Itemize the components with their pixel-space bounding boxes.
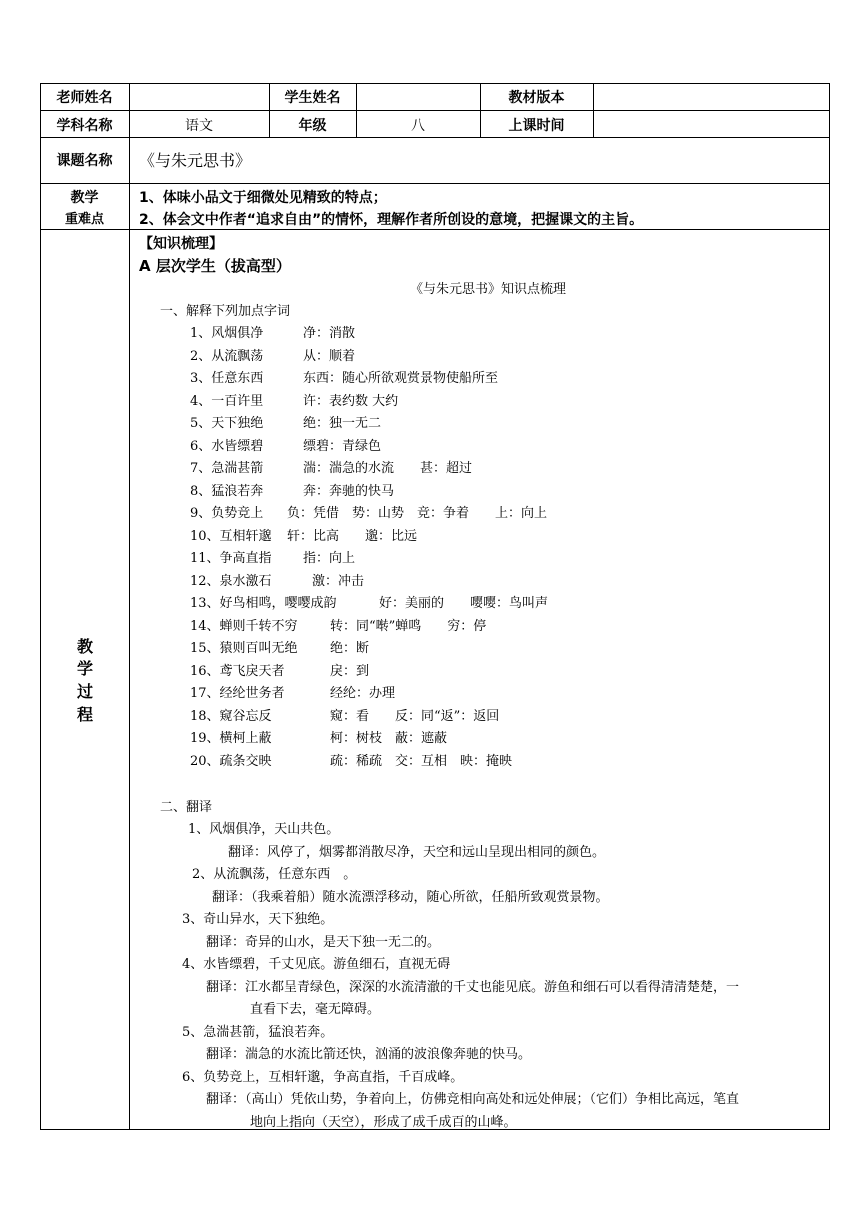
vocab-term: 10、互相轩邈 <box>190 529 272 544</box>
vocab-term: 15、猿则百叫无绝 <box>190 641 298 656</box>
vocab-gloss: 经纶：办理 <box>330 686 396 701</box>
translation-source: 2、从流飘荡，任意东西 。 <box>192 867 357 882</box>
vocab-gloss: 从：顺着 <box>303 349 356 364</box>
translation-text: 翻译：（高山）凭依山势，争着向上，仿佛竞相向高处和远处伸展；（它们）争相比高远，笔直 <box>206 1092 740 1107</box>
subject-label: 学科名称 <box>56 118 113 134</box>
translation-source: 1、风烟俱净，天山共色。 <box>188 822 340 837</box>
vocab-gloss: 绝：独一无二 <box>303 416 382 431</box>
vocab-term: 13、好鸟相鸣，嘤嘤成韵 <box>190 596 337 611</box>
vocab-gloss: 绝：断 <box>330 641 370 656</box>
vocab-gloss: 窥：看 反：同“返”：返回 <box>330 709 500 724</box>
vocab-gloss: 激：冲击 <box>312 574 365 589</box>
vocab-term: 18、窥谷忘反 <box>190 709 272 724</box>
vocab-gloss: 好：美丽的 嘤嘤：鸟叫声 <box>379 596 549 611</box>
row-divider <box>40 183 830 184</box>
vocab-term: 3、任意东西 <box>190 371 264 386</box>
vocab-term: 5、天下独绝 <box>190 416 264 431</box>
column-divider <box>593 83 594 137</box>
vocab-term: 11、争高直指 <box>190 551 272 566</box>
vocab-term: 2、从流飘荡 <box>190 349 264 364</box>
vocab-term: 14、蝉则千转不穷 <box>190 619 298 634</box>
vocab-gloss: 湍：湍急的水流 甚：超过 <box>303 461 473 476</box>
vocab-gloss: 净：消散 <box>303 326 356 341</box>
column-divider <box>129 83 130 1130</box>
class-time-label: 上课时间 <box>508 118 565 134</box>
row-divider <box>40 110 830 111</box>
topic-label: 课题名称 <box>56 153 113 169</box>
vocab-term: 12、泉水激石 <box>190 574 272 589</box>
vocab-term: 9、负势竞上 <box>190 506 264 521</box>
key-points-label-line2: 重难点 <box>64 212 104 227</box>
process-side-label-4: 程 <box>76 705 93 724</box>
teacher-name-label: 老师姓名 <box>56 90 113 106</box>
topic-value[interactable]: 《与朱元思书》 <box>139 151 252 170</box>
vocab-gloss: 戾：到 <box>330 664 370 679</box>
translation-text: 地向上指向（天空），形成了成千成百的山峰。 <box>250 1115 517 1130</box>
student-name-label: 学生姓名 <box>284 90 341 106</box>
vocab-gloss: 东西：随心所欲观赏景物使船所至 <box>303 371 499 386</box>
vocab-term: 20、疏条交映 <box>190 754 272 769</box>
vocab-term: 1、风烟俱净 <box>190 326 264 341</box>
part2-title: 二、翻译 <box>160 800 213 815</box>
level-heading: A 层次学生（拔高型） <box>139 257 291 275</box>
process-side-label-1: 教 <box>76 637 93 656</box>
translation-source: 3、奇山异水，天下独绝。 <box>182 912 334 927</box>
grade-label: 年级 <box>298 118 327 134</box>
vocab-gloss: 柯：树枝 蔽：遮蔽 <box>330 731 448 746</box>
vocab-gloss: 许：表约数 大约 <box>303 394 399 409</box>
translation-source: 5、急湍甚箭，猛浪若奔。 <box>182 1025 334 1040</box>
grade-value[interactable]: 八 <box>411 118 425 134</box>
vocab-term: 4、一百许里 <box>190 394 264 409</box>
vocab-term: 6、水皆缥碧 <box>190 439 264 454</box>
vocab-gloss: 负：凭借 势：山势 竞：争着 上：向上 <box>287 506 548 521</box>
key-points-label-line1: 教学 <box>70 190 99 206</box>
part1-title: 一、解释下列加点字词 <box>160 304 291 319</box>
vocab-term: 7、急湍甚箭 <box>190 461 264 476</box>
knowledge-section-heading: 【知识梳理】 <box>139 236 223 252</box>
row-divider <box>40 137 830 138</box>
translation-text: 翻译：风停了，烟雾都消散尽净，天空和远山呈现出相同的颜色。 <box>228 845 606 860</box>
process-side-label-3: 过 <box>76 682 93 701</box>
vocab-term: 17、经纶世务者 <box>190 686 285 701</box>
vocab-gloss: 转：同“啭”蝉鸣 穷：停 <box>330 619 487 634</box>
document-title: 《与朱元思书》知识点梳理 <box>410 282 567 297</box>
translation-text: 翻译：奇异的山水，是天下独一无二的。 <box>206 935 441 950</box>
vocab-gloss: 奔：奔驰的快马 <box>303 484 395 499</box>
process-side-label-2: 学 <box>76 659 93 678</box>
translation-source: 4、水皆缥碧，千丈见底。游鱼细石，直视无碍 <box>182 957 451 972</box>
vocab-gloss: 轩：比高 邈：比远 <box>287 529 418 544</box>
vocab-term: 8、猛浪若奔 <box>190 484 264 499</box>
translation-text: 翻译：（我乘着船）随水流漂浮移动，随心所欲，任船所致观赏景物。 <box>212 890 609 905</box>
vocab-term: 19、横柯上蔽 <box>190 731 272 746</box>
translation-text: 直看下去，毫无障碍。 <box>250 1002 381 1017</box>
key-point-2: 2、体会文中作者“追求自由”的情怀，理解作者所创设的意境，把握课文的主旨。 <box>139 212 644 228</box>
vocab-term: 16、鸢飞戾天者 <box>190 664 285 679</box>
textbook-edition-label: 教材版本 <box>508 90 565 106</box>
translation-text: 翻译：湍急的水流比箭还快，汹涌的波浪像奔驰的快马。 <box>206 1047 532 1062</box>
subject-value[interactable]: 语文 <box>185 118 213 134</box>
vocab-gloss: 疏：稀疏 交：互相 映：掩映 <box>330 754 513 769</box>
translation-text: 翻译：江水都呈青绿色，深深的水流清澈的千丈也能见底。游鱼和细石可以看得清清楚楚，一 <box>206 980 740 995</box>
translation-source: 6、负势竞上，互相轩邈，争高直指，千百成峰。 <box>182 1070 464 1085</box>
key-point-1: 1、体味小品文于细微处见精致的特点； <box>139 190 387 206</box>
row-divider <box>40 229 830 230</box>
vocab-gloss: 指：向上 <box>303 551 356 566</box>
vocab-gloss: 缥碧：青绿色 <box>303 439 382 454</box>
